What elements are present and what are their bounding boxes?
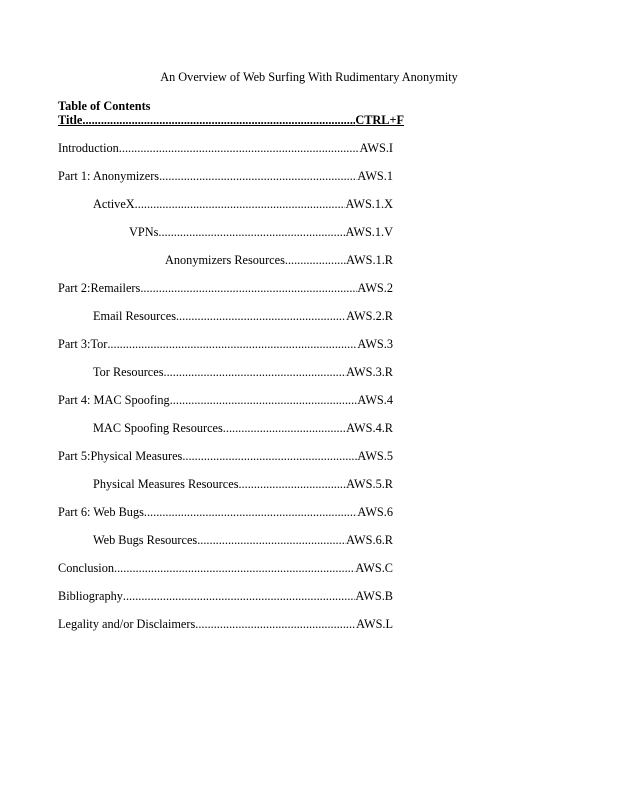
toc-dot-leader — [170, 393, 358, 408]
toc-entry-legality-disclaimers[interactable] — [58, 617, 393, 632]
toc-entry-ref: AWS.2.R — [346, 309, 393, 323]
toc-dot-leader — [107, 337, 357, 352]
toc-entry-label: Bibliography — [58, 589, 123, 603]
toc-entry-conclusion[interactable] — [58, 561, 393, 576]
toc-entry-label: Conclusion — [58, 561, 115, 575]
toc-dot-leader — [182, 449, 357, 464]
toc-entry-activex[interactable] — [93, 197, 393, 212]
toc-header-title-label: Title — [58, 113, 83, 127]
toc-dot-leader — [140, 281, 357, 296]
document-title: An Overview of Web Surfing With Rudimentary Anonymity — [160, 70, 458, 84]
toc-entry-ref: AWS.5.R — [346, 477, 393, 491]
toc-dot-leader — [144, 505, 358, 520]
toc-entry-label: Part 6: Web Bugs — [58, 505, 144, 519]
toc-entry-label: Part 1: Anonymizers — [58, 169, 160, 183]
toc-entry-physical-measures-resources[interactable] — [93, 477, 393, 492]
toc-entry-label: Part 2:Remailers — [58, 281, 141, 295]
toc-entry-part-6-web-bugs[interactable] — [58, 505, 393, 520]
toc-entry-ref: AWS.1.X — [345, 197, 393, 211]
toc-entry-anonymizers-resources[interactable] — [165, 253, 393, 268]
toc-entry-email-resources[interactable] — [93, 309, 393, 324]
toc-entry-label: Physical Measures Resources — [93, 477, 239, 491]
toc-entry-ref: AWS.6.R — [346, 533, 393, 547]
toc-entry-label: VPNs — [129, 225, 159, 239]
toc-entry-ref: AWS.6 — [357, 505, 393, 519]
toc-entry-part-1-anonymizers[interactable] — [58, 169, 393, 184]
toc-entry-label: Legality and/or Disclaimers — [58, 617, 196, 631]
toc-entry-part-5-physical-measures[interactable] — [58, 449, 393, 464]
toc-entry-vpns[interactable] — [129, 225, 393, 240]
toc-entry-label: ActiveX — [93, 197, 135, 211]
toc-dot-leader — [223, 421, 346, 436]
toc-dot-leader — [159, 169, 357, 184]
toc-entry-label: Part 3:Tor — [58, 337, 108, 351]
toc-dot-leader — [195, 617, 356, 632]
toc-entry-ref: AWS.1.V — [345, 225, 393, 239]
toc-entry-label: Introduction — [58, 141, 119, 155]
toc-entry-label: Part 5:Physical Measures — [58, 449, 183, 463]
toc-entry-part-4-mac-spoofing[interactable] — [58, 393, 393, 408]
toc-entry-label: MAC Spoofing Resources — [93, 421, 223, 435]
toc-entry-bibliography[interactable] — [58, 589, 393, 604]
toc-dot-leader — [238, 477, 346, 492]
toc-entry-part-3-tor[interactable] — [58, 337, 393, 352]
toc-entry-ref: AWS.C — [355, 561, 393, 575]
toc-entry-ref: AWS.5 — [357, 449, 393, 463]
toc-entry-ref: AWS.I — [359, 141, 393, 155]
toc-header-row — [58, 113, 404, 128]
toc-entry-tor-resources[interactable] — [93, 365, 393, 380]
toc-dot-leader — [285, 253, 346, 268]
toc-header-dot-leader — [82, 113, 355, 128]
toc-dot-leader — [164, 365, 347, 380]
toc-entry-ref: AWS.1.R — [346, 253, 393, 267]
toc-entry-web-bugs-resources[interactable] — [93, 533, 393, 548]
toc-heading: Table of Contents — [58, 99, 151, 113]
toc-dot-leader — [176, 309, 346, 324]
toc-entry-ref: AWS.1 — [357, 169, 393, 183]
toc-entry-ref: AWS.L — [356, 617, 393, 631]
toc-dot-leader — [123, 589, 355, 604]
toc-entry-label: Web Bugs Resources — [93, 533, 198, 547]
toc-entry-ref: AWS.4.R — [346, 421, 393, 435]
toc-entry-label: Anonymizers Resources — [165, 253, 285, 267]
toc-entry-label: Email Resources — [93, 309, 176, 323]
toc-header-ref-label: CTRL+F — [355, 113, 404, 127]
toc-dot-leader — [158, 225, 345, 240]
toc-entry-ref: AWS.2 — [357, 281, 393, 295]
toc-dot-leader — [197, 533, 346, 548]
toc-entry-ref: AWS.B — [355, 589, 393, 603]
toc-entry-ref: AWS.4 — [357, 393, 393, 407]
toc-entry-label: Tor Resources — [93, 365, 164, 379]
toc-dot-leader — [135, 197, 346, 212]
toc-entry-label: Part 4: MAC Spoofing — [58, 393, 170, 407]
toc-entry-ref: AWS.3 — [357, 337, 393, 351]
toc-dot-leader — [114, 561, 355, 576]
toc-entry-ref: AWS.3.R — [346, 365, 393, 379]
toc-entry-mac-spoofing-resources[interactable] — [93, 421, 393, 436]
toc-dot-leader — [119, 141, 360, 156]
toc-entry-introduction[interactable] — [58, 141, 393, 156]
toc-entry-part-2-remailers[interactable] — [58, 281, 393, 296]
